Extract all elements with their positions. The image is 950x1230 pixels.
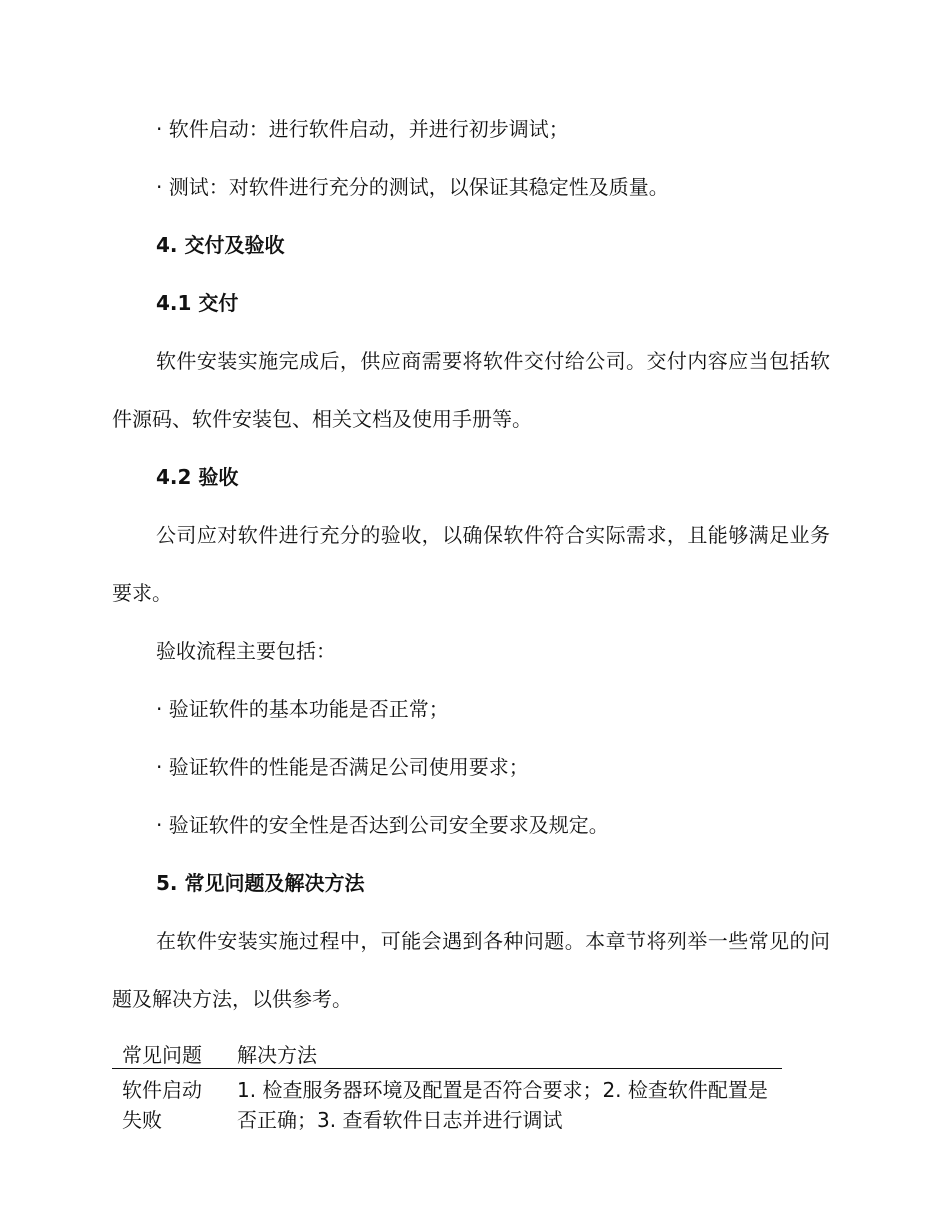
table-header-row bbox=[112, 1038, 782, 1069]
paragraph-acceptance-flow: 验收流程主要包括： bbox=[156, 639, 336, 663]
bullet-verify-function: · 验证软件的基本功能是否正常； bbox=[156, 697, 449, 721]
bullet-software-start: · 软件启动：进行软件启动，并进行初步调试； bbox=[156, 117, 569, 141]
bullet-verify-performance: · 验证软件的性能是否满足公司使用要求； bbox=[156, 755, 529, 779]
paragraph-common-issues: 在软件安装实施过程中，可能会遇到各种问题。本章节将列举一些常见的问题及解决方法，以供参考。 bbox=[112, 929, 830, 1011]
heading-delivery-acceptance: 4. 交付及验收 bbox=[156, 233, 285, 257]
heading-acceptance: 4.2 验收 bbox=[156, 465, 239, 489]
bullet-testing: · 测试：对软件进行充分的测试，以保证其稳定性及质量。 bbox=[156, 175, 669, 199]
table-cell-solution: 1. 检查服务器环境及配置是否符合要求；2. 检查软件配置是否正确；3. 查看软件日志并进行调试 bbox=[237, 1078, 768, 1132]
bullet-verify-security: · 验证软件的安全性是否达到公司安全要求及规定。 bbox=[156, 813, 609, 837]
table-row bbox=[112, 1069, 782, 1136]
paragraph-acceptance: 公司应对软件进行充分的验收，以确保软件符合实际需求，且能够满足业务要求。 bbox=[112, 523, 830, 605]
heading-delivery: 4.1 交付 bbox=[156, 291, 239, 315]
table-header-issue: 常见问题 bbox=[112, 1038, 227, 1069]
document-page bbox=[112, 100, 830, 1135]
table-header-solution: 解决方法 bbox=[227, 1038, 782, 1069]
table-cell-issue: 软件启动失败 bbox=[122, 1078, 202, 1132]
issues-table bbox=[112, 1038, 782, 1135]
heading-common-issues: 5. 常见问题及解决方法 bbox=[156, 871, 365, 895]
paragraph-delivery: 软件安装实施完成后，供应商需要将软件交付给公司。交付内容应当包括软件源码、软件安装包、相关文档及使用手册等。 bbox=[112, 349, 830, 431]
